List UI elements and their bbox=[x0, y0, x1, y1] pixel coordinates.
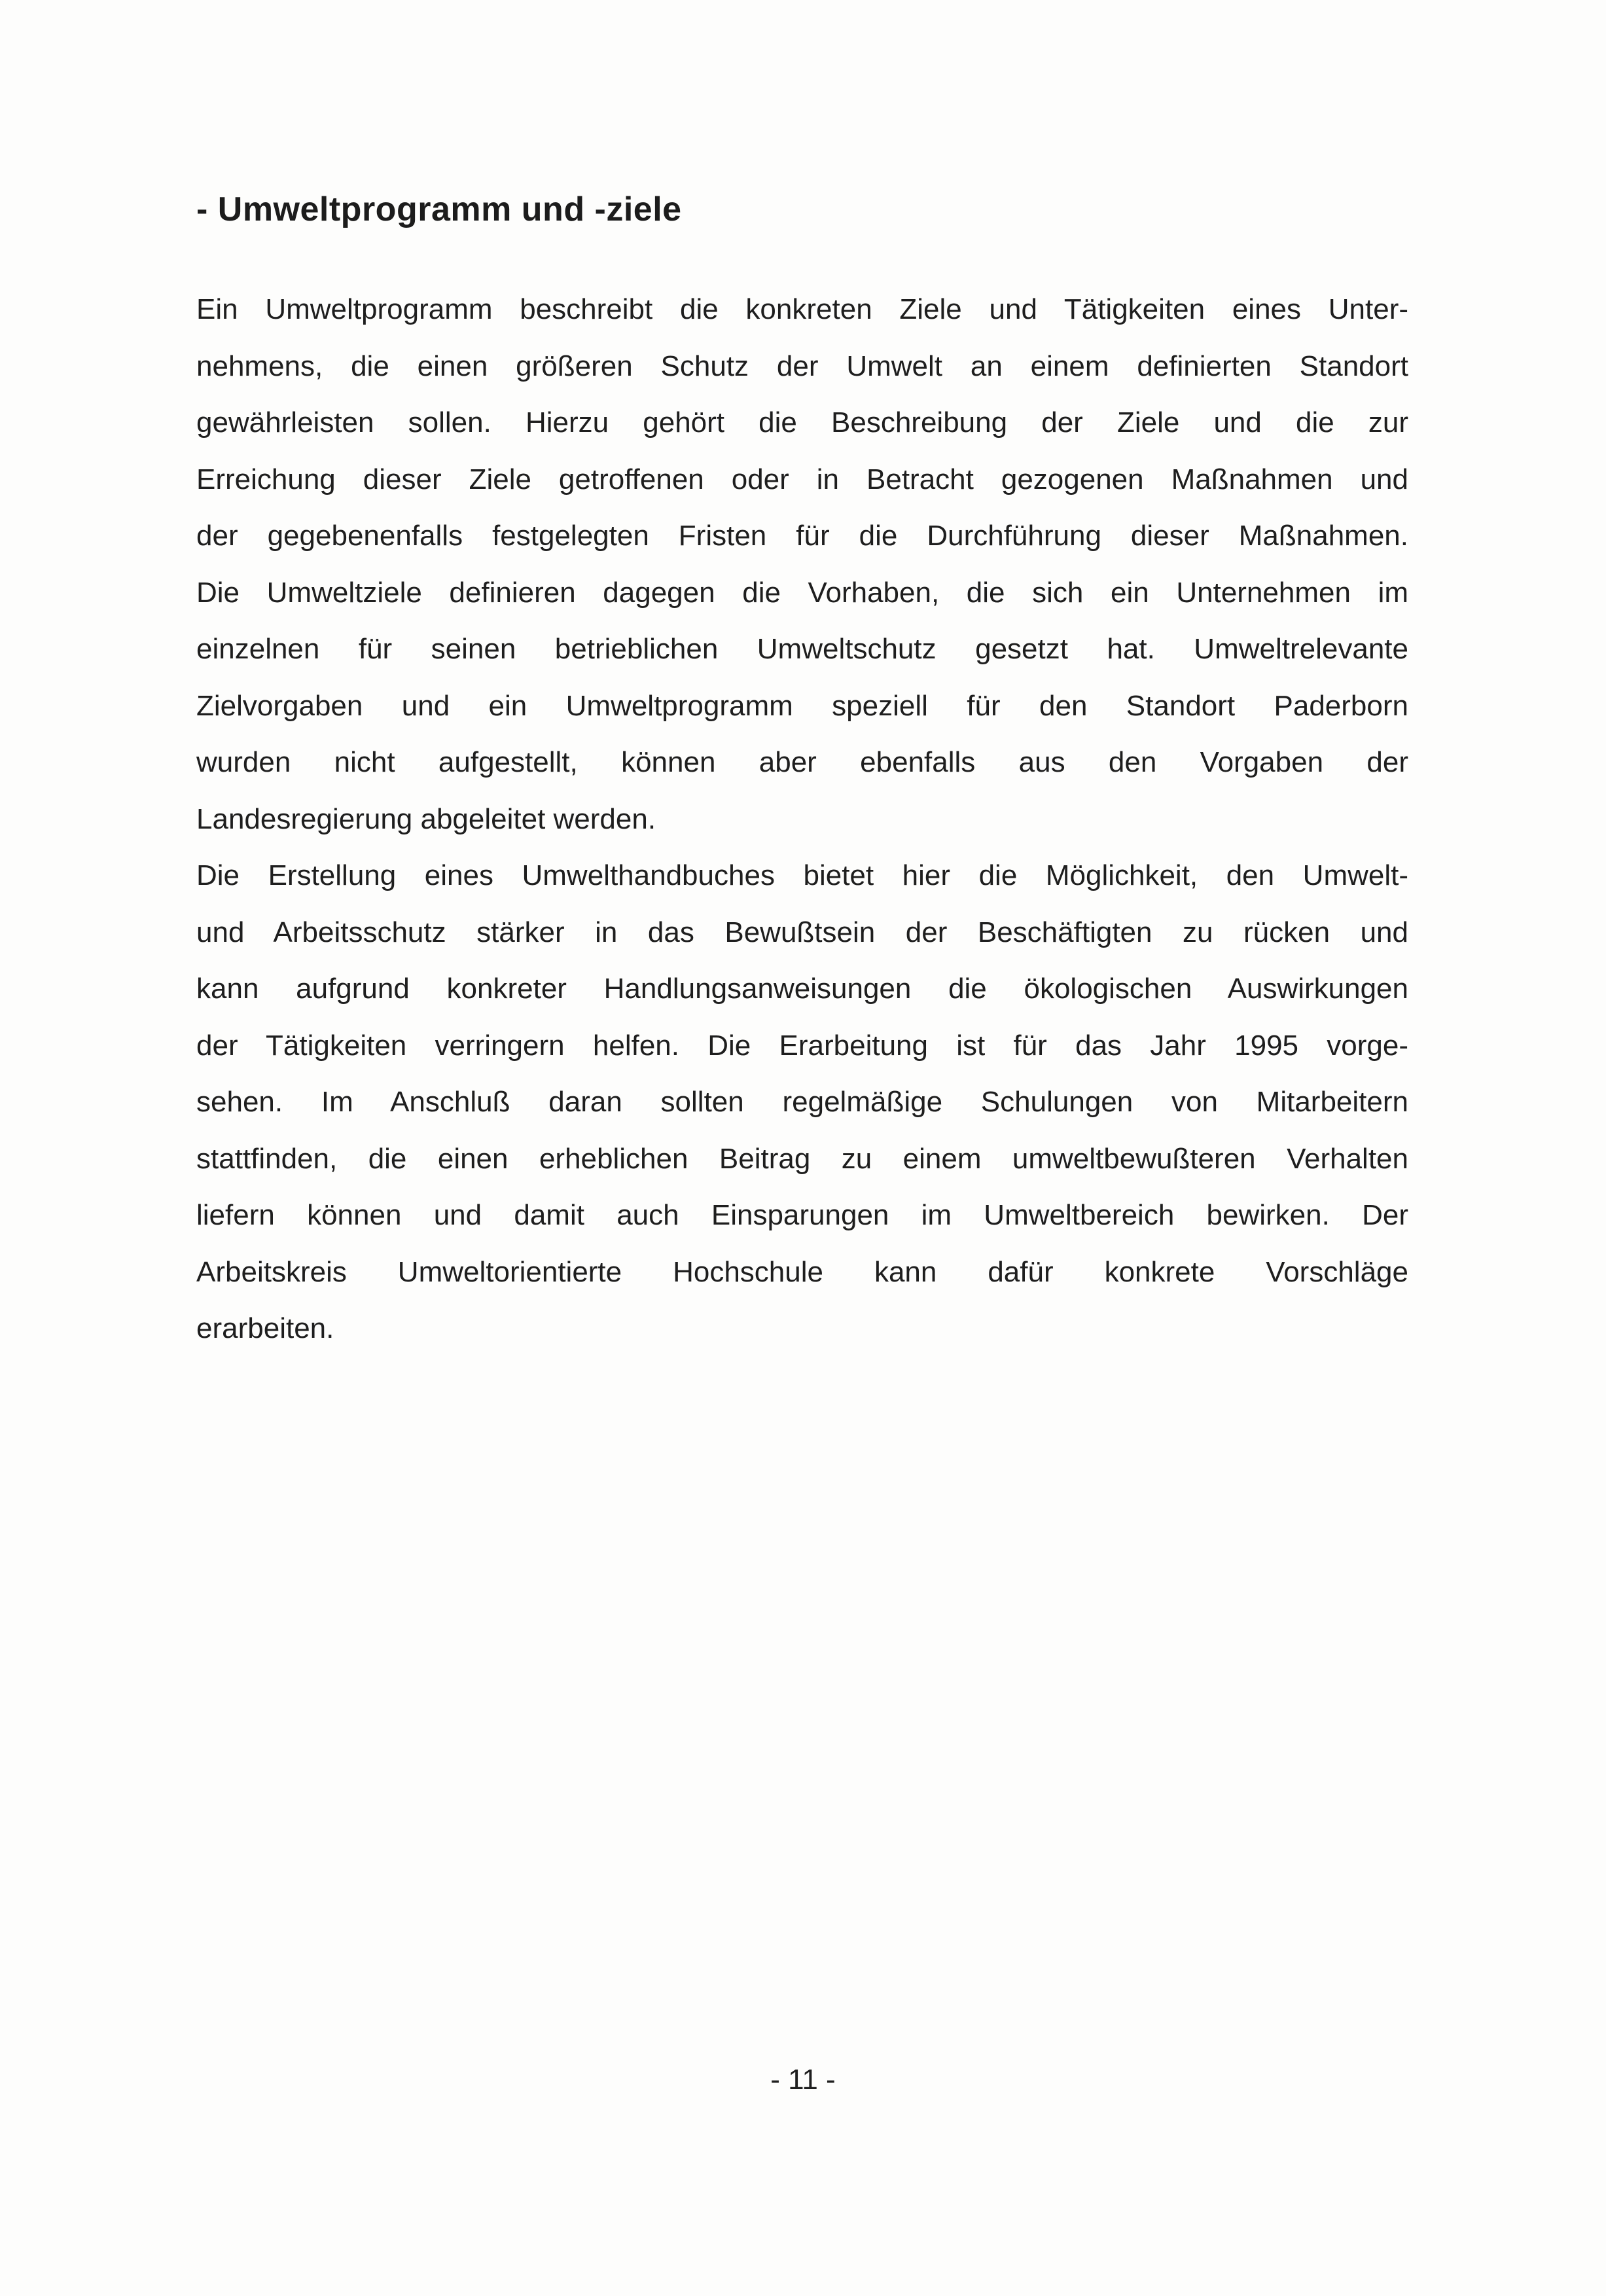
text-line: der gegebenenfalls festgelegten Fristen für die Durchführung dieser Maßnahmen. bbox=[196, 520, 1408, 552]
text-line: wurden nicht aufgestellt, können aber ebenfalls aus den Vorgaben der bbox=[196, 746, 1408, 778]
text-line: Die Umweltziele definieren dagegen die Vorhaben, die sich ein Unternehmen im bbox=[196, 576, 1408, 609]
text-line: sehen. Im Anschluß daran sollten regelmäßige Schulungen von Mitarbeitern bbox=[196, 1086, 1408, 1118]
text-line: Erreichung dieser Ziele getroffenen oder in Betracht gezogenen Maßnahmen und bbox=[196, 463, 1408, 495]
text-line: der Tätigkeiten verringern helfen. Die Erarbeitung ist für das Jahr 1995 vorge- bbox=[196, 1029, 1408, 1062]
body-text bbox=[196, 281, 1408, 1357]
text-line: kann aufgrund konkreter Handlungsanweisungen die ökologischen Auswirkungen bbox=[196, 973, 1408, 1005]
paragraph-2 bbox=[196, 848, 1408, 1357]
text-line: nehmens, die einen größeren Schutz der Umwelt an einem definierten Standort bbox=[196, 350, 1408, 382]
page-number: - 11 - bbox=[770, 2064, 836, 2096]
text-line: erarbeiten. bbox=[196, 1312, 334, 1344]
text-line: und Arbeitsschutz stärker in das Bewußtsein der Beschäftigten zu rücken und bbox=[196, 916, 1408, 948]
text-line: liefern können und damit auch Einsparungen im Umweltbereich bewirken. Der bbox=[196, 1199, 1408, 1231]
text-line: gewährleisten sollen. Hierzu gehört die Beschreibung der Ziele und die zur bbox=[196, 406, 1408, 439]
text-line: Zielvorgaben und ein Umweltprogramm speziell für den Standort Paderborn bbox=[196, 689, 1408, 722]
text-line: stattfinden, die einen erheblichen Beitrag zu einem umweltbewußteren Verhalten bbox=[196, 1142, 1408, 1175]
text-line: einzelnen für seinen betrieblichen Umweltschutz gesetzt hat. Umweltrelevante bbox=[196, 633, 1408, 665]
text-line: Ein Umweltprogramm beschreibt die konkreten Ziele und Tätigkeiten eines Unter- bbox=[196, 293, 1408, 325]
text-line: Die Erstellung eines Umwelthandbuches bietet hier die Möglichkeit, den Umwelt- bbox=[196, 859, 1408, 891]
text-line: Landesregierung abgeleitet werden. bbox=[196, 802, 656, 835]
section-heading: - Umweltprogramm und -ziele bbox=[196, 190, 682, 228]
text-line: Arbeitskreis Umweltorientierte Hochschule kann dafür konkrete Vorschläge bbox=[196, 1255, 1408, 1288]
paragraph-1 bbox=[196, 281, 1408, 848]
